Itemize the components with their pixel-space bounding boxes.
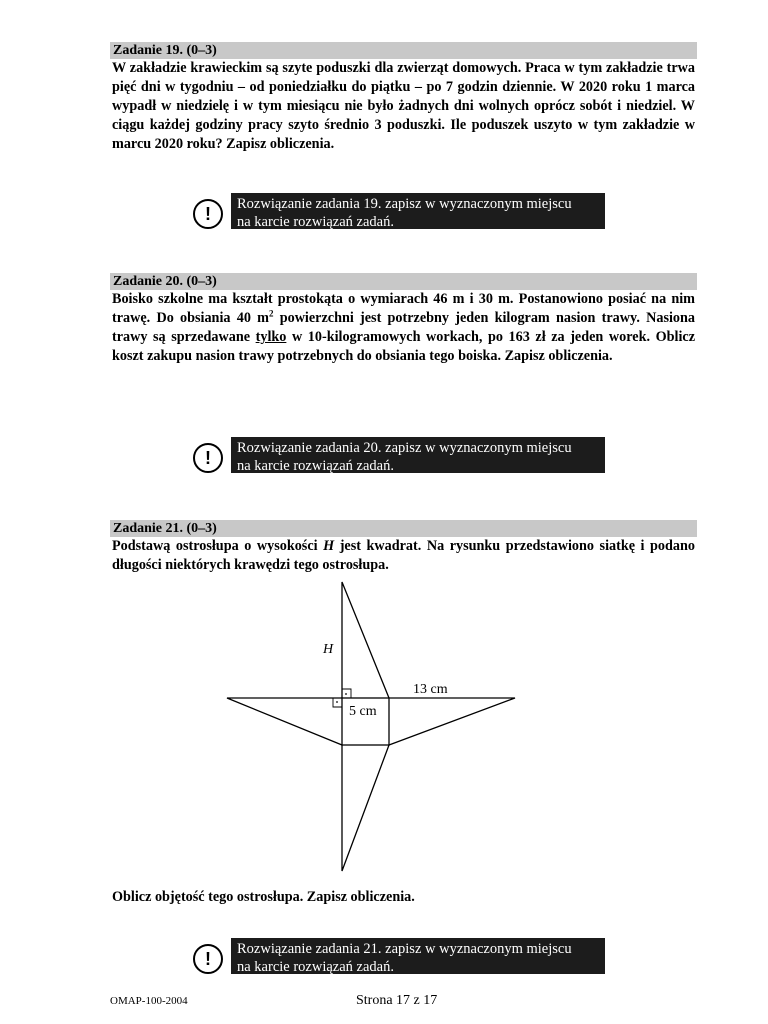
left-triangle bbox=[227, 698, 342, 745]
task-20-header: Zadanie 20. (0–3) bbox=[110, 273, 697, 290]
task-21 bbox=[110, 520, 697, 575]
task-20-sup: 2 bbox=[268, 308, 274, 319]
task-19-header: Zadanie 19. (0–3) bbox=[110, 42, 697, 59]
exclamation-icon: ! bbox=[193, 199, 223, 229]
task-20-underlined: tylko bbox=[255, 329, 287, 345]
task-20-text-1: Boisko szkolne ma kształt prostokąta o wymiarach 46 m i 30 m. Postanowiono posiać na nim trawę. Do obsiania 40 m bbox=[112, 291, 695, 326]
task-19-paragraph: W zakładzie krawieckim są szyte poduszki dla zwierząt domowych. Praca w tym zakładzie trwa pięć dni w tygodniu – od poniedziałku do piątku – po 7 godzin dziennie. W 2020 roku 1 marca wypadł w niedzielę i w tym miesiącu nie było żadnych dni wolnych oprócz sobót i niedziel. W ciągu każdej godziny pracy szyto średnio 3 poduszki. Ile poduszek uszyto w tym zakładzie w marcu 2020 roku? Zapisz obliczenia. bbox=[112, 60, 695, 152]
right-angle-dot-top bbox=[345, 693, 347, 695]
task-19-note bbox=[193, 193, 613, 235]
task-19 bbox=[110, 42, 697, 154]
task-20-note bbox=[193, 437, 613, 479]
task-21-question bbox=[110, 888, 697, 907]
note-line-2: na karcie rozwiązań zadań. bbox=[237, 959, 394, 975]
pyramid-net-figure bbox=[220, 578, 520, 878]
bottom-triangle bbox=[342, 745, 389, 871]
label-height: H bbox=[323, 642, 334, 657]
task-21-question-body bbox=[110, 888, 697, 907]
note-line-1: Rozwiązanie zadania 19. zapisz w wyznaczonym miejscu bbox=[237, 196, 572, 212]
task-19-text bbox=[110, 59, 697, 154]
task-21-header: Zadanie 21. (0–3) bbox=[110, 520, 697, 537]
note-line-1: Rozwiązanie zadania 21. zapisz w wyznaczonym miejscu bbox=[237, 941, 572, 957]
task-21-question-text: Oblicz objętość tego ostrosłupa. Zapisz obliczenia. bbox=[112, 889, 415, 905]
note-line-2: na karcie rozwiązań zadań. bbox=[237, 458, 394, 474]
task-20-text bbox=[110, 290, 697, 366]
task-21-note bbox=[193, 938, 613, 980]
exclamation-icon: ! bbox=[193, 443, 223, 473]
label-base-edge: 5 cm bbox=[349, 704, 377, 719]
task-20-text-3: w 10-kilogramowych workach, po 163 zł za jeden worek. Oblicz koszt zakupu nasion trawy potrzebnych do obsiania tego boiska. Zapisz obliczenia. bbox=[112, 329, 695, 364]
task-19-note-box bbox=[231, 193, 605, 229]
note-line-2: na karcie rozwiązań zadań. bbox=[237, 214, 394, 230]
task-20-text-2: powierzchni jest potrzebny jeden kilogram nasion trawy. Nasiona trawy są sprzedawane bbox=[112, 310, 695, 345]
exclamation-icon: ! bbox=[193, 944, 223, 974]
task-20-paragraph bbox=[112, 290, 695, 366]
page-number: Strona 17 z 17 bbox=[356, 993, 438, 1008]
task-21-text bbox=[110, 537, 697, 575]
task-20-note-box bbox=[231, 437, 605, 473]
right-angle-dot-left bbox=[336, 701, 338, 703]
task-21-text-1: Podstawą ostrosłupa o wysokości bbox=[112, 538, 324, 554]
task-21-note-box bbox=[231, 938, 605, 974]
top-triangle bbox=[342, 582, 389, 698]
exam-code: OMAP-100-2004 bbox=[110, 995, 188, 1007]
task-20 bbox=[110, 273, 697, 366]
task-21-paragraph bbox=[112, 537, 695, 575]
label-lateral-edge: 13 cm bbox=[413, 682, 448, 697]
task-21-italic-h: H bbox=[323, 538, 335, 554]
right-triangle bbox=[389, 698, 515, 745]
task-21-text-2: jest kwadrat. Na rysunku przedstawiono siatkę i podano długości niektórych krawędzi tego ostrosłupa. bbox=[112, 538, 695, 573]
note-line-1: Rozwiązanie zadania 20. zapisz w wyznaczonym miejscu bbox=[237, 440, 572, 456]
